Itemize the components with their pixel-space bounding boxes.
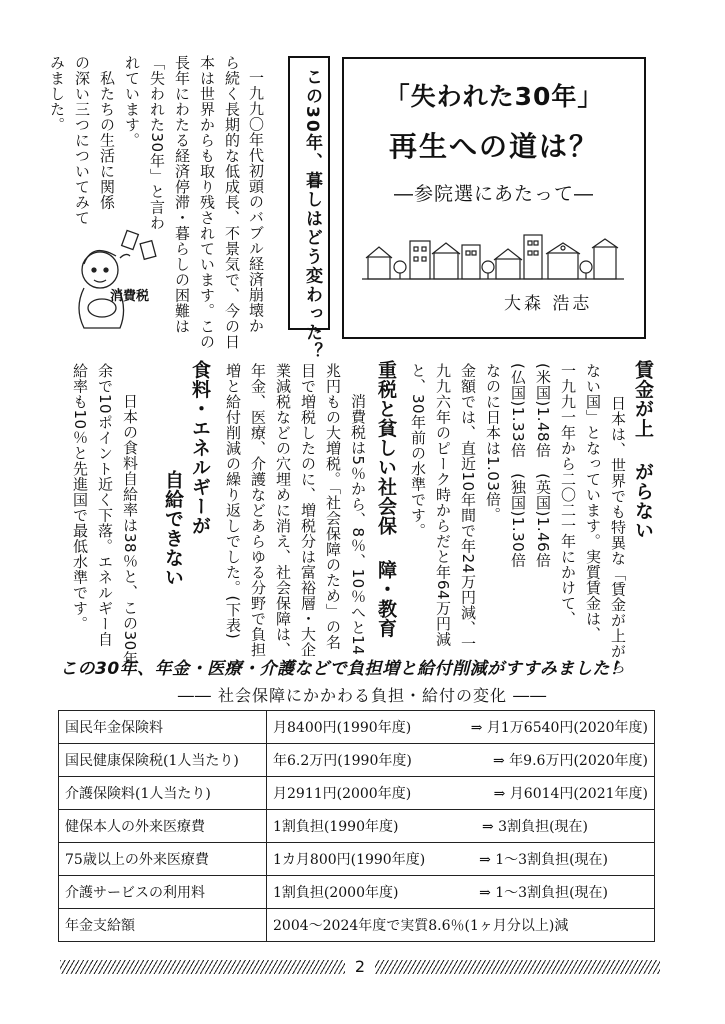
wages-line-6: なのに日本は1.03倍。 bbox=[484, 363, 502, 523]
intro-line-6: れています。 bbox=[123, 55, 141, 148]
row-before: 1割負担(2000年度) bbox=[273, 885, 399, 901]
row-before: 年6.2万円(1990年度) bbox=[273, 753, 412, 769]
row-before: 月8400円(1990年度) bbox=[273, 720, 412, 736]
row-item: 年金支給額 bbox=[59, 909, 267, 942]
page-number: 2 bbox=[345, 957, 375, 977]
wages-line-1: 日本は、世界でも特異な「賃金が上がら bbox=[609, 380, 627, 675]
tax-heading-1: 重税と貧しい社会保 bbox=[375, 360, 397, 536]
wages-line-5: (仏国)1.33倍 (独国)1.30倍 bbox=[509, 363, 527, 568]
main-title-line1: 「失われた30年」 bbox=[384, 82, 604, 111]
burden-section-subtitle: ―― 社会保障にかかわる負担・給付の変化 ―― bbox=[177, 686, 548, 705]
tax-line-5: 年金、医療、介護などあらゆる分野で負担 bbox=[249, 363, 267, 658]
row-after: ⇒ 月1万6540円(2020年度) bbox=[470, 720, 648, 736]
food-line-2: 余で10ポイント近く下落。エネルギー自 bbox=[96, 363, 114, 647]
wages-line-8: 九九六年のピーク時からだと年64万円減 bbox=[434, 363, 452, 647]
row-item: 75歳以上の外来医療費 bbox=[59, 843, 267, 876]
row-item: 国民健康保険税(1人当たり) bbox=[59, 744, 267, 777]
townscape-illustration bbox=[362, 231, 624, 281]
row-before: 1カ月800円(1990年度) bbox=[273, 852, 426, 868]
row-item: 健保本人の外来医療費 bbox=[59, 810, 267, 843]
table-row bbox=[59, 744, 655, 777]
wages-line-7: 金額では、直近10年間で年24万円減、一 bbox=[459, 363, 477, 652]
intro-heading-box bbox=[288, 56, 330, 362]
intro-line-7: 私たちの生活に関係 bbox=[98, 55, 116, 210]
main-title-line2: 再生への道は？ bbox=[388, 130, 599, 163]
woman-with-purse-illustration bbox=[62, 228, 162, 338]
table-row bbox=[59, 843, 655, 876]
wages-line-4: (米国)1.48倍 (英国)1.46倍 bbox=[534, 363, 552, 568]
row-before: 月2911円(2000年度) bbox=[273, 786, 412, 802]
wages-line-9: と、30年前の水準です。 bbox=[409, 363, 427, 539]
author-name: 大森 浩志 bbox=[504, 294, 593, 314]
row-after: ⇒ 1〜3割負担(現在) bbox=[479, 852, 608, 868]
row-item: 国民年金保険料 bbox=[59, 711, 267, 744]
row-item: 介護保険料(1人当たり) bbox=[59, 777, 267, 810]
title-box bbox=[342, 57, 646, 339]
intro-line-9: みました。 bbox=[48, 55, 66, 133]
food-heading-1: 食料・エネルギーが bbox=[189, 360, 211, 536]
intro-line-5: 「失われた30年」と言わ bbox=[148, 55, 166, 231]
row-before: 2004〜2024年度で実質8.6％(1ヶ月分以上)減 bbox=[273, 918, 569, 934]
tax-line-3: 目で増税したのに、増税分は富裕層・大企 bbox=[299, 363, 317, 658]
food-line-1: 日本の食料自給率は38％と、この30年 bbox=[121, 378, 139, 667]
table-row bbox=[59, 909, 655, 942]
intro-line-3: 本は世界からも取り残されています。この bbox=[198, 55, 216, 350]
tax-line-4: 業減税などの穴埋めに消え、社会保障は、 bbox=[274, 363, 292, 658]
intro-line-4: 長年にわたる経済停滞・暮らしの困難は bbox=[173, 55, 191, 334]
food-heading-2: 自給できない bbox=[162, 470, 184, 587]
row-after: ⇒ 年9.6万円(2020年度) bbox=[493, 753, 648, 769]
row-after: ⇒ 3割負担(現在) bbox=[481, 819, 588, 835]
intro-heading: この30年、暮しはどう変わった？ bbox=[302, 68, 322, 362]
food-line-3: 給率も10％と先進国で最低水準です。 bbox=[71, 363, 89, 632]
table-row bbox=[59, 810, 655, 843]
table-row bbox=[59, 777, 655, 810]
main-subtitle: ―参院選にあたって― bbox=[393, 183, 594, 205]
row-after: ⇒ 月6014円(2021年度) bbox=[493, 786, 648, 802]
intro-line-2: ら続く長期的な低成長、不景気で、今の日 bbox=[223, 55, 241, 350]
wages-line-3: 一九九一年から二〇二一年にかけて、 bbox=[559, 363, 577, 627]
table-row bbox=[59, 711, 655, 744]
tax-heading-2: 障・教育 bbox=[375, 560, 397, 638]
tax-line-2: 兆円もの大増税。「社会保障のため」の名 bbox=[324, 363, 342, 650]
wages-heading-2: がらない bbox=[632, 462, 654, 540]
burden-table bbox=[58, 710, 655, 942]
tax-line-1: 消費税は5％から、8％、10％へと14 bbox=[349, 378, 367, 656]
wages-heading-1: 賃金が上 bbox=[632, 360, 654, 438]
burden-section-title: この30年、年金・医療・介護などで負担増と給付削減がすすみました！ bbox=[60, 659, 628, 679]
tax-line-6: 増と給付削減の繰り返しでした。(下表) bbox=[224, 363, 242, 640]
illustration-label: 消費税 bbox=[110, 289, 150, 304]
wages-line-2: ない国」となっています。実質賃金は、 bbox=[584, 363, 602, 642]
intro-line-8: の深い三つについてみて bbox=[73, 55, 91, 226]
row-after: ⇒ 1〜3割負担(現在) bbox=[479, 885, 608, 901]
row-before: 1割負担(1990年度) bbox=[273, 819, 399, 835]
intro-line-1: 一九九〇年代初頭のバブル経済崩壊か bbox=[247, 70, 265, 334]
row-item: 介護サービスの利用料 bbox=[59, 876, 267, 909]
table-row bbox=[59, 876, 655, 909]
